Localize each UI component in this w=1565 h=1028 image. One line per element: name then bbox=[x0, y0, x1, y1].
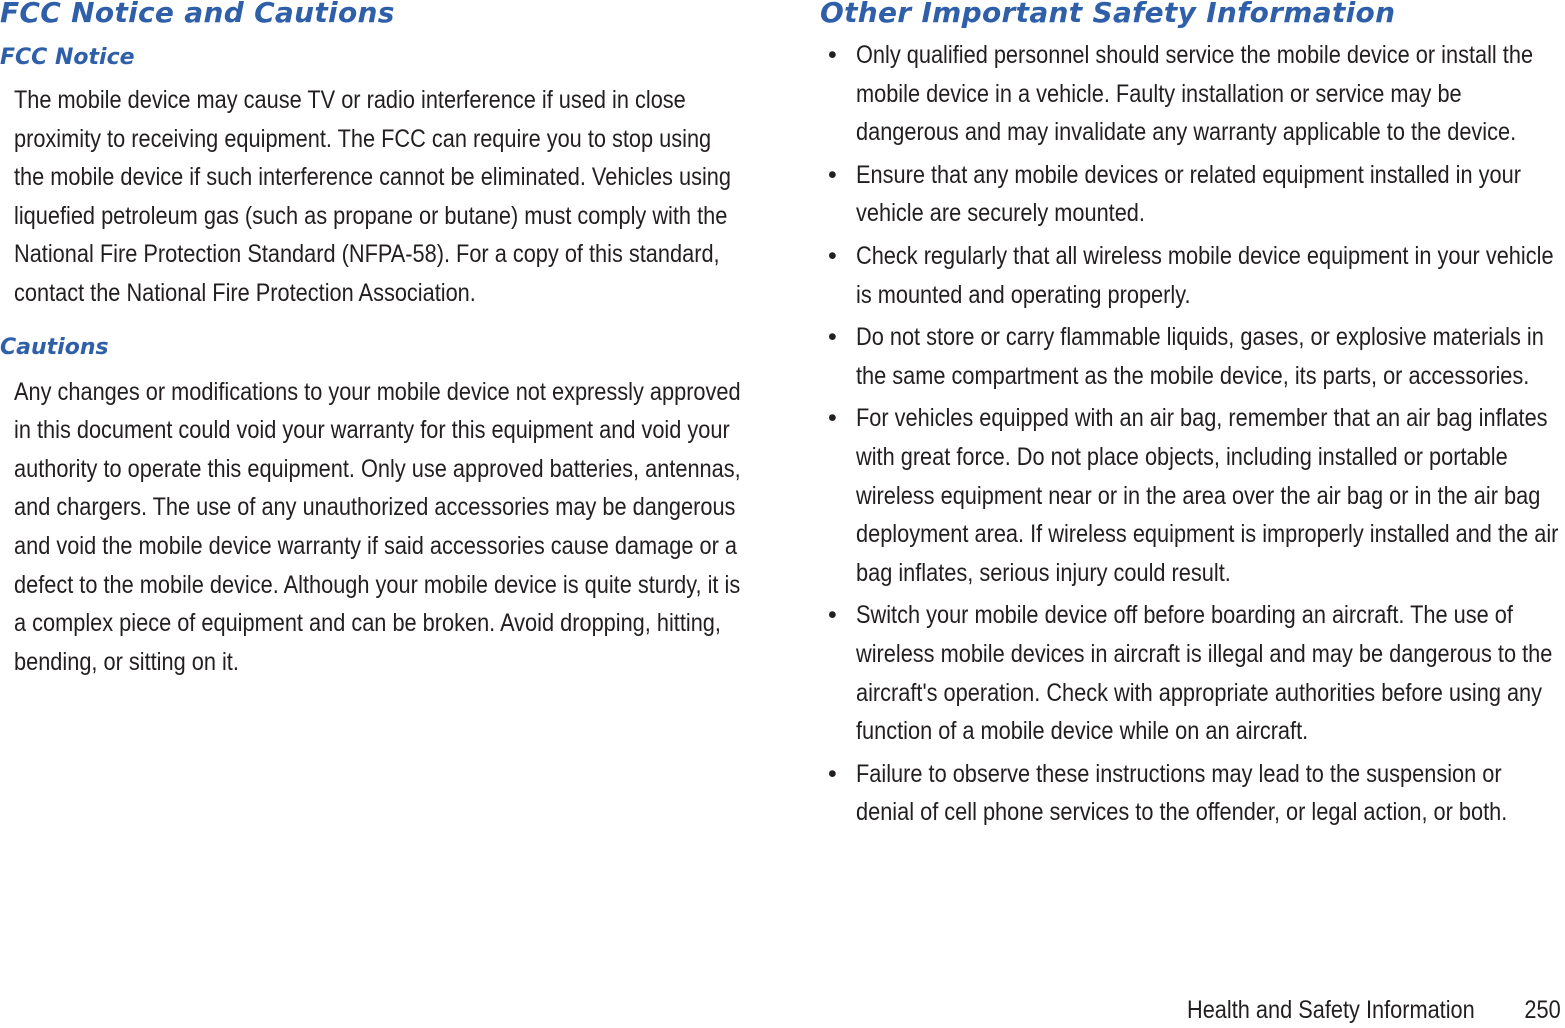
list-item-text: Ensure that any mobile devices or related equipment installed in your vehicle are securely mounted. bbox=[856, 160, 1521, 228]
bullet-icon: • bbox=[828, 41, 837, 69]
list-item-text: For vehicles equipped with an air bag, remember that an air bag inflates with great force. Do not place objects, including installed or portable wireless equipment near or in the area over the air bag or in the air bag deployment area. If wireless equipment is improperly installed and the air bag inflates, serious injury could result. bbox=[856, 404, 1559, 587]
safety-bullet-list bbox=[820, 36, 1565, 832]
list-item bbox=[820, 156, 1565, 233]
page-number: 250 bbox=[1524, 996, 1561, 1024]
list-item bbox=[820, 318, 1565, 395]
bullet-icon: • bbox=[828, 323, 837, 352]
bullet-icon: • bbox=[828, 404, 837, 433]
bullet-icon: • bbox=[828, 759, 837, 788]
section-title-fcc-notice-and-cautions: FCC Notice and Cautions bbox=[0, 0, 395, 29]
list-item-text: Check regularly that all wireless mobile device equipment in your vehicle is mounted and operating properly. bbox=[856, 241, 1554, 309]
list-item-text: Failure to observe these instructions may lead to the suspension or denial of cell phone services to the offender, or legal action, or both. bbox=[856, 759, 1508, 827]
list-item-text: Do not store or carry flammable liquids, gases, or explosive materials in the same compartment as the mobile device, its parts, or accessories. bbox=[856, 323, 1544, 390]
cautions-body: Any changes or modifications to your mobile device not expressly approved in this document could void your warranty for this equipment and void your authority to operate this equipment. Only use approved batteries, antennas, and chargers. The use of any unauthorized accessories may be dangerous and void the mobile device warranty if said accessories cause damage or a defect to the mobile device. Although your mobile device is quite sturdy, it is a complex piece of equipment and can be broken. Avoid dropping, hitting, bending, or sitting on it. bbox=[14, 377, 741, 676]
bullet-icon: • bbox=[828, 241, 837, 270]
section-title-other-important-safety-information: Other Important Safety Information bbox=[820, 0, 1396, 29]
list-item bbox=[820, 596, 1565, 750]
list-item bbox=[820, 36, 1565, 152]
cautions-paragraph bbox=[0, 373, 760, 682]
subheading-fcc-notice: FCC Notice bbox=[0, 45, 135, 70]
subheading-cautions: Cautions bbox=[0, 334, 109, 360]
list-item-text: Switch your mobile device off before boarding an aircraft. The use of wireless mobile devices in aircraft is illegal and may be dangerous to the aircraft's operation. Check with appropriate authorities before using any function of a mobile device while on an aircraft. bbox=[856, 601, 1553, 746]
bullet-icon: • bbox=[828, 160, 837, 189]
list-item bbox=[820, 399, 1565, 592]
list-item-text: Only qualified personnel should service the mobile device or install the mobile device in a vehicle. Faulty installation or service may be dangerous and may invalidate any warranty applicable to the device. bbox=[856, 41, 1534, 147]
list-item bbox=[820, 237, 1565, 314]
list-item bbox=[820, 755, 1565, 832]
page-footer bbox=[0, 992, 1565, 1028]
bullet-icon: • bbox=[828, 601, 837, 630]
right-column bbox=[820, 0, 1565, 836]
fcc-notice-body: The mobile device may cause TV or radio interference if used in close proximity to receiving equipment. The FCC can require you to stop using the mobile device if such interference cannot be eliminated. Vehicles using liquefied petroleum gas (such as propane or butane) must comply with the National Fire Protection Standard (NFPA-58). For a copy of this standard, contact the National Fire Protection Association. bbox=[14, 86, 731, 307]
fcc-notice-paragraph bbox=[0, 81, 760, 313]
footer-section-title: Health and Safety Information bbox=[1187, 996, 1475, 1024]
left-column bbox=[0, 0, 760, 681]
